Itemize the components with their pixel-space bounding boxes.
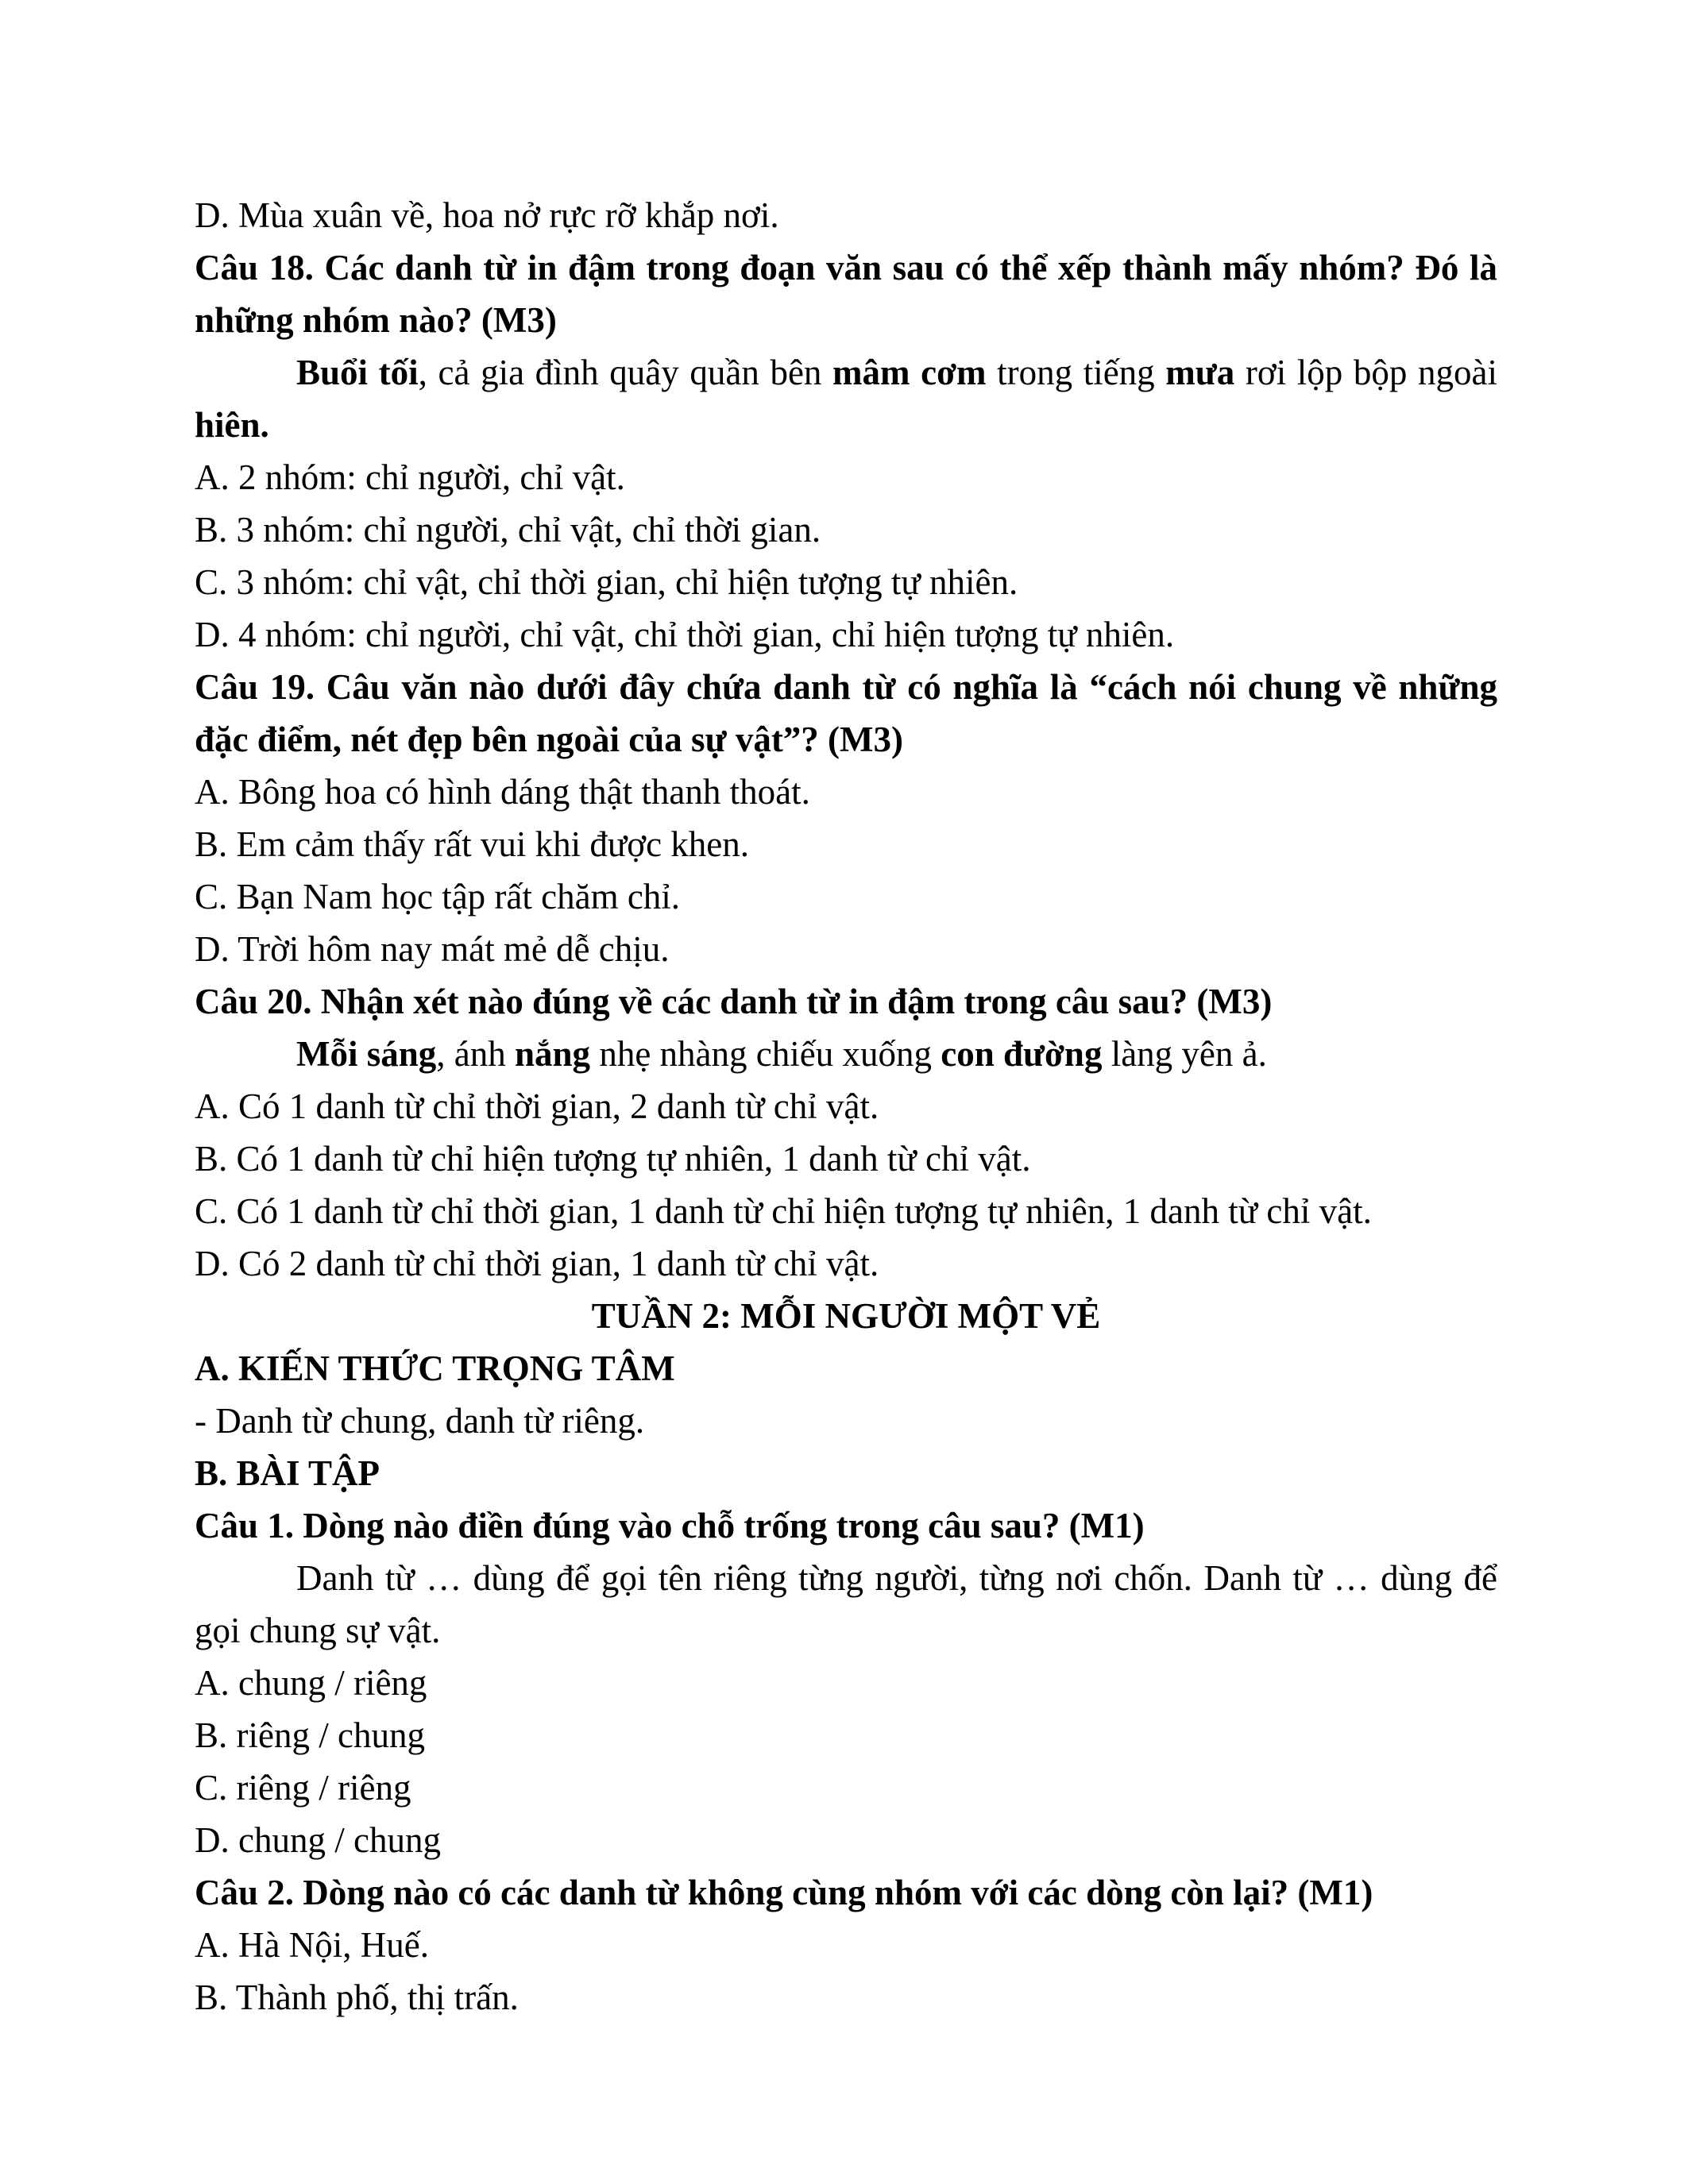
text-run: D. Trời hôm nay mát mẻ dễ chịu. bbox=[195, 929, 670, 969]
text-run: con đường bbox=[941, 1034, 1103, 1074]
option-line bbox=[195, 1133, 1497, 1185]
text-run: B. 3 nhóm: chỉ người, chỉ vật, chỉ thời gian. bbox=[195, 510, 821, 550]
body-line bbox=[195, 1395, 1497, 1447]
option-line bbox=[195, 451, 1497, 504]
text-run: B. riêng / chung bbox=[195, 1715, 425, 1755]
passage bbox=[195, 1028, 1497, 1080]
text-run: mâm cơm bbox=[832, 353, 987, 392]
section-heading bbox=[195, 1447, 1497, 1499]
option-line bbox=[195, 1814, 1497, 1866]
text-run: D. Mùa xuân về, hoa nở rực rỡ khắp nơi. bbox=[195, 195, 779, 235]
document-content bbox=[195, 189, 1497, 2024]
text-run: C. Có 1 danh từ chỉ thời gian, 1 danh từ chỉ hiện tượng tự nhiên, 1 danh từ chỉ vật. bbox=[195, 1191, 1372, 1231]
text-run: hiên. bbox=[195, 405, 269, 445]
section-heading bbox=[195, 1342, 1497, 1395]
section-title bbox=[195, 1290, 1497, 1342]
question-heading bbox=[195, 241, 1497, 346]
passage bbox=[195, 1552, 1497, 1657]
text-run: B. Em cảm thấy rất vui khi được khen. bbox=[195, 824, 750, 864]
text-run: C. 3 nhóm: chỉ vật, chỉ thời gian, chỉ hiện tượng tự nhiên. bbox=[195, 562, 1018, 602]
question-heading bbox=[195, 1866, 1497, 1919]
option-line bbox=[195, 1919, 1497, 1971]
option-line bbox=[195, 1185, 1497, 1237]
text-run: Câu 20. Nhận xét nào đúng về các danh từ in đậm trong câu sau? (M3) bbox=[195, 982, 1273, 1021]
text-run: B. Có 1 danh từ chỉ hiện tượng tự nhiên, 1 danh từ chỉ vật. bbox=[195, 1139, 1031, 1179]
text-run: nhẹ nhàng chiếu xuống bbox=[590, 1034, 941, 1074]
text-run: A. 2 nhóm: chỉ người, chỉ vật. bbox=[195, 457, 625, 497]
text-run: mưa bbox=[1165, 353, 1235, 392]
text-run: Danh từ … dùng để gọi tên riêng từng người, từng nơi chốn. Danh từ … dùng để gọi chung sự vật. bbox=[195, 1558, 1497, 1650]
option-line bbox=[195, 504, 1497, 556]
text-run: trong tiếng bbox=[986, 353, 1166, 392]
text-run: D. Có 2 danh từ chỉ thời gian, 1 danh từ chỉ vật. bbox=[195, 1244, 879, 1283]
question-heading bbox=[195, 661, 1497, 766]
text-run: - Danh từ chung, danh từ riêng. bbox=[195, 1401, 645, 1441]
text-run: Buổi tối bbox=[296, 353, 419, 392]
option-line bbox=[195, 1761, 1497, 1814]
text-run: A. chung / riêng bbox=[195, 1663, 427, 1703]
option-line bbox=[195, 818, 1497, 870]
text-run: D. 4 nhóm: chỉ người, chỉ vật, chỉ thời gian, chỉ hiện tượng tự nhiên. bbox=[195, 615, 1175, 654]
text-run: rơi lộp bộp ngoài bbox=[1234, 353, 1498, 392]
text-run: , ánh bbox=[436, 1034, 515, 1074]
text-run: A. Có 1 danh từ chỉ thời gian, 2 danh từ chỉ vật. bbox=[195, 1086, 879, 1126]
text-run: TUẦN 2: MỖI NGƯỜI MỘT VẺ bbox=[591, 1296, 1101, 1336]
text-run: Câu 1. Dòng nào điền đúng vào chỗ trống trong câu sau? (M1) bbox=[195, 1506, 1145, 1545]
option-line bbox=[195, 766, 1497, 818]
text-run: Mỗi sáng bbox=[296, 1034, 437, 1074]
option-line bbox=[195, 870, 1497, 923]
question-heading bbox=[195, 975, 1497, 1028]
option-line bbox=[195, 1709, 1497, 1761]
text-run: D. chung / chung bbox=[195, 1820, 441, 1860]
option-line bbox=[195, 556, 1497, 608]
text-run: Câu 18. Các danh từ in đậm trong đoạn văn sau có thể xếp thành mấy nhóm? Đó là những nhóm nào? (M3) bbox=[195, 248, 1497, 340]
option-line bbox=[195, 1237, 1497, 1290]
passage bbox=[195, 346, 1497, 451]
question-heading bbox=[195, 1499, 1497, 1552]
text-run: , cả gia đình quây quần bên bbox=[418, 353, 833, 392]
option-line bbox=[195, 1080, 1497, 1133]
text-run: B. BÀI TẬP bbox=[195, 1453, 380, 1493]
text-run: Câu 2. Dòng nào có các danh từ không cùng nhóm với các dòng còn lại? (M1) bbox=[195, 1873, 1373, 1912]
text-run: C. riêng / riêng bbox=[195, 1768, 411, 1808]
text-run: làng yên ả. bbox=[1102, 1034, 1267, 1074]
option-line bbox=[195, 189, 1497, 241]
text-run: nắng bbox=[515, 1034, 591, 1074]
text-run: A. Bông hoa có hình dáng thật thanh thoát. bbox=[195, 772, 810, 812]
option-line bbox=[195, 923, 1497, 975]
text-run: A. KIẾN THỨC TRỌNG TÂM bbox=[195, 1349, 675, 1388]
option-line bbox=[195, 1657, 1497, 1709]
option-line bbox=[195, 1971, 1497, 2024]
option-line bbox=[195, 608, 1497, 661]
text-run: B. Thành phố, thị trấn. bbox=[195, 1978, 519, 2017]
text-run: A. Hà Nội, Huế. bbox=[195, 1925, 429, 1965]
text-run: Câu 19. Câu văn nào dưới đây chứa danh từ có nghĩa là “cách nói chung về những đặc điểm, nét đẹp bên ngoài của sự vật”? (M3) bbox=[195, 667, 1497, 759]
text-run: C. Bạn Nam học tập rất chăm chỉ. bbox=[195, 877, 681, 916]
